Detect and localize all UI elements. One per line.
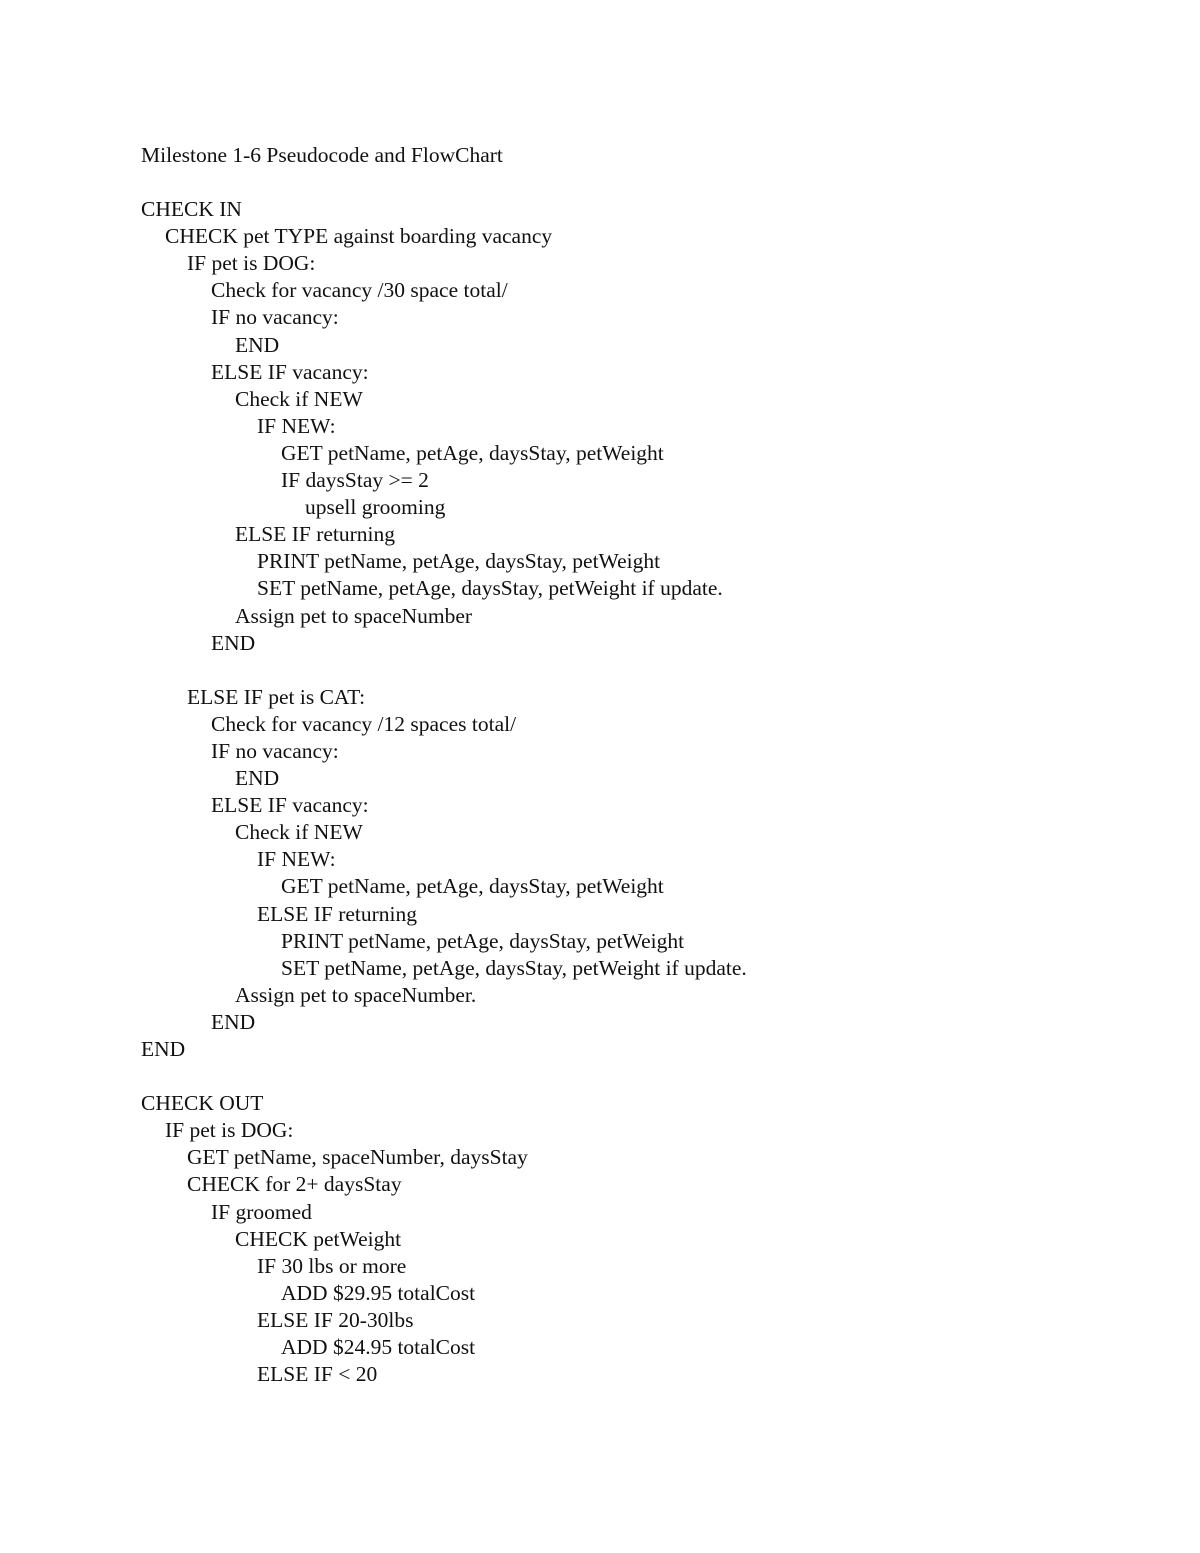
pseudocode-line: Assign pet to spaceNumber [235, 603, 473, 628]
pseudocode-line: IF groomed [211, 1199, 312, 1224]
pseudocode-line: ADD $24.95 totalCost [281, 1335, 476, 1360]
pseudocode-line: CHECK pet TYPE against boarding vacancy [165, 224, 553, 249]
pseudocode-line: ELSE IF vacancy: [211, 359, 369, 384]
pseudocode-line: PRINT petName, petAge, daysStay, petWeight [281, 928, 685, 953]
pseudocode-line: IF NEW: [257, 413, 336, 438]
pseudocode-line: IF no vacancy: [211, 305, 339, 330]
pseudocode-line: IF 30 lbs or more [257, 1253, 407, 1278]
pseudocode-line: Check for vacancy /30 space total/ [211, 278, 508, 303]
pseudocode-line: END [211, 1009, 256, 1034]
pseudocode-document [141, 142, 1101, 1388]
pseudocode-line: Assign pet to spaceNumber. [235, 982, 477, 1007]
pseudocode-line: END [141, 1037, 186, 1061]
pseudocode-line: ADD $29.95 totalCost [281, 1280, 476, 1305]
pseudocode-line: Check if NEW [235, 386, 363, 411]
pseudocode-line: upsell grooming [305, 495, 446, 520]
pseudocode-line: ELSE IF pet is CAT: [187, 684, 366, 709]
pseudocode-line: CHECK petWeight [235, 1226, 402, 1251]
pseudocode-line: ELSE IF < 20 [257, 1362, 378, 1387]
pseudocode-line: END [211, 630, 256, 655]
blank-line [141, 169, 1101, 196]
pseudocode-line: SET petName, petAge, daysStay, petWeight if update. [281, 955, 747, 980]
pseudocode-line: IF no vacancy: [211, 738, 339, 763]
blank-line [141, 657, 1101, 684]
pseudocode-line: GET petName, spaceNumber, daysStay [187, 1145, 528, 1170]
pseudocode-line: GET petName, petAge, daysStay, petWeight [281, 440, 664, 465]
pseudocode-line: Check for vacancy /12 spaces total/ [211, 711, 517, 736]
pseudocode-line: IF pet is DOG: [165, 1118, 294, 1143]
pseudocode-line: END [235, 766, 280, 791]
pseudocode-line: ELSE IF returning [235, 522, 396, 547]
pseudocode-line: Check if NEW [235, 820, 363, 845]
pseudocode-line: END [235, 332, 280, 357]
pseudocode-line: CHECK for 2+ daysStay [187, 1172, 402, 1197]
blank-line [141, 1063, 1101, 1090]
pseudocode-line: IF pet is DOG: [187, 251, 316, 276]
pseudocode-line: SET petName, petAge, daysStay, petWeight if update. [257, 576, 723, 601]
check-out-heading: CHECK OUT [141, 1091, 264, 1116]
pseudocode-line: GET petName, petAge, daysStay, petWeight [281, 874, 664, 899]
pseudocode-line: PRINT petName, petAge, daysStay, petWeight [257, 549, 661, 574]
pseudocode-line: IF NEW: [257, 847, 336, 872]
check-in-heading: CHECK IN [141, 197, 242, 222]
document-title: Milestone 1-6 Pseudocode and FlowChart [141, 143, 503, 167]
pseudocode-line: IF daysStay >= 2 [281, 468, 429, 493]
pseudocode-line: ELSE IF returning [257, 901, 418, 926]
pseudocode-line: ELSE IF 20-30lbs [257, 1307, 414, 1332]
pseudocode-line: ELSE IF vacancy: [211, 793, 369, 818]
